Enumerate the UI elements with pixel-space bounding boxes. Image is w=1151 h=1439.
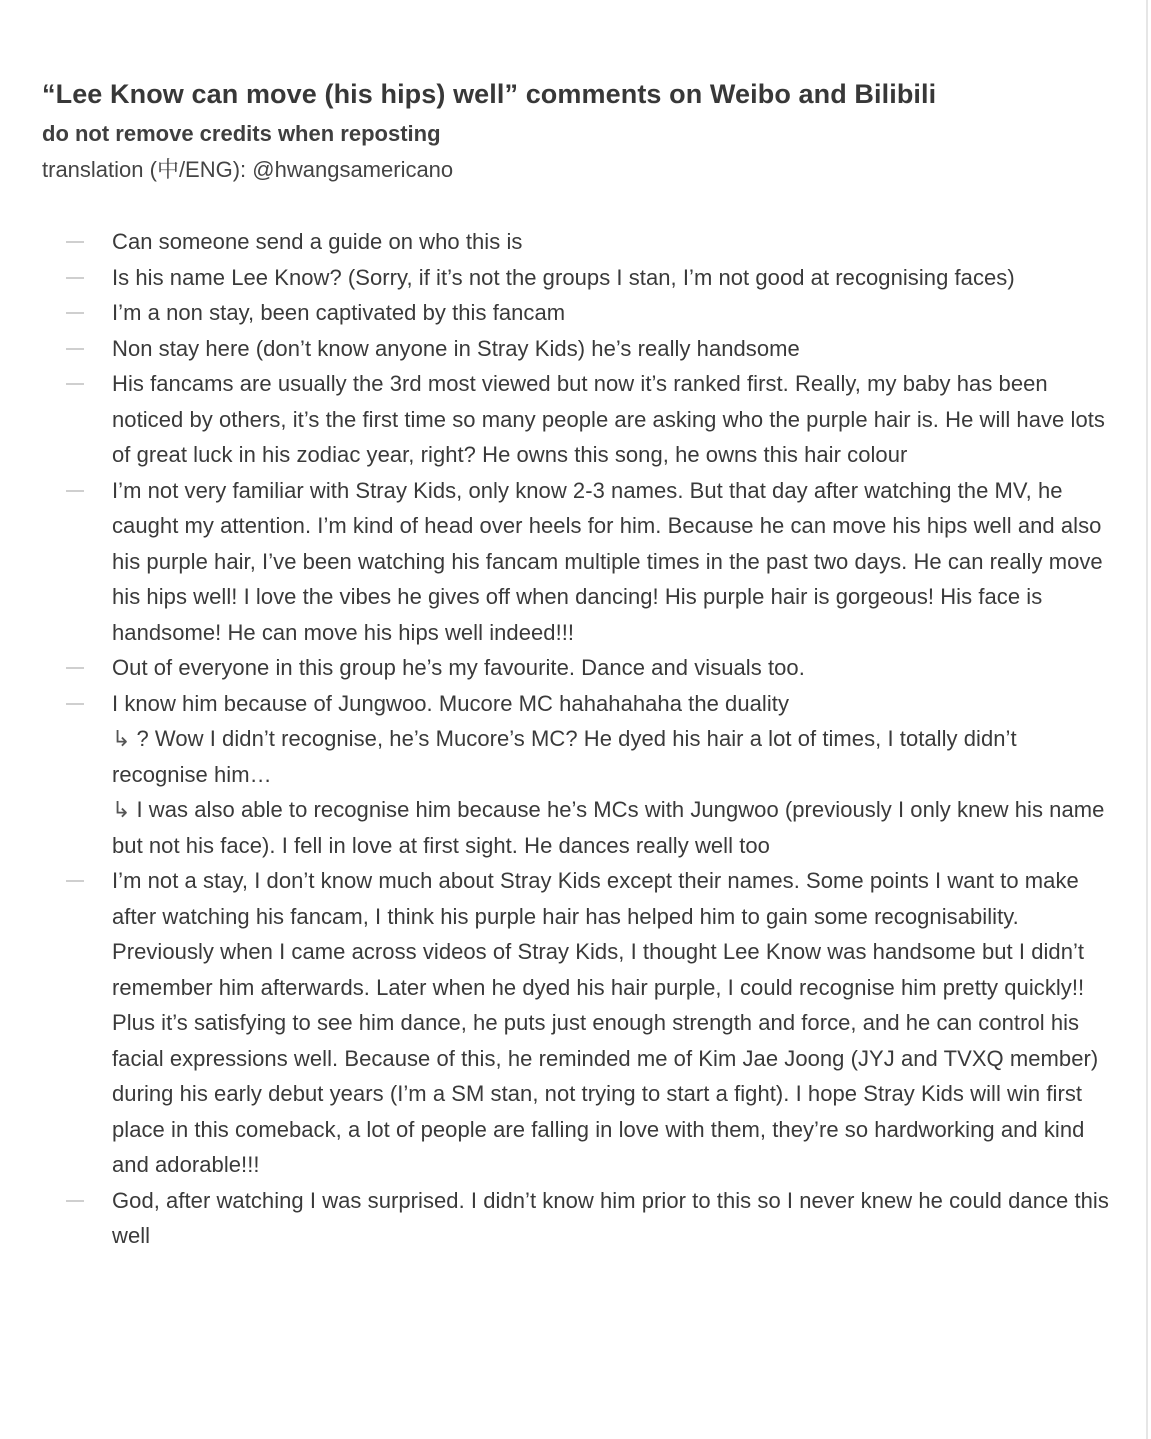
comment-item — [66, 473, 1116, 651]
comment-item — [66, 863, 1116, 1183]
comment-text: Is his name Lee Know? (Sorry, if it’s not the groups I stan, I’m not good at recognising faces) — [112, 264, 1015, 290]
reply-comment — [112, 721, 1116, 792]
comment-item — [66, 1183, 1116, 1254]
comment-item — [66, 260, 1116, 296]
dash-bullet — [66, 490, 84, 492]
comment-text: Non stay here (don’t know anyone in Stray Kids) he’s really handsome — [112, 335, 800, 361]
dash-bullet — [66, 241, 84, 243]
dash-bullet — [66, 383, 84, 385]
comment-text: I’m not a stay, I don’t know much about Stray Kids except their names. Some points I want to make after watching his fancam, I think his purple hair has helped him to gain some recognisability. Previously when I came across videos of Stray Kids, I thought Lee Know was handsome but I didn’t remember him afterwards. Later when he dyed his hair purple, I could recognise him pretty quickly!! Plus it’s satisfying to see him dance, he puts just enough strength and force, and he can control his facial expressions well. Because of this, he reminded me of Kim Jae Joong (JYJ and TVXQ member) during his early debut years (I’m a SM stan, not trying to start a fight). I hope Stray Kids will win first place in this comeback, a lot of people are falling in love with them, they’re so hardworking and kind and adorable!!! — [112, 868, 1099, 1177]
comment-text: I’m not very familiar with Stray Kids, only know 2-3 names. But that day after watching the MV, he caught my attention. I’m kind of head over heels for him. Because he can move his hips well and also his purple hair, I’ve been watching his fancam multiple times in the past two days. He can really move his hips well! I love the vibes he gives off when dancing! His purple hair is gorgeous! His face is handsome! He can move his hips well indeed!!! — [112, 477, 1103, 645]
reply-comment — [112, 792, 1116, 863]
comment-item — [66, 650, 1116, 686]
translation-credit: translation (中/ENG): @hwangsamericano — [42, 157, 454, 182]
comment-text: God, after watching I was surprised. I didn’t know him prior to this so I never knew he could dance this well — [112, 1187, 1109, 1248]
dash-bullet — [66, 667, 84, 669]
dash-bullet — [66, 1200, 84, 1202]
dash-bullet — [66, 348, 84, 350]
comment-text: I’m a non stay, been captivated by this fancam — [112, 300, 566, 325]
reply-arrow-icon: ↳ — [112, 797, 131, 822]
comment-list — [66, 224, 1116, 1254]
comment-item — [66, 366, 1116, 473]
comment-item-with-replies — [66, 686, 1116, 864]
dash-bullet — [66, 880, 84, 882]
document-title: “Lee Know can move (his hips) well” comments on Weibo and Bilibili — [42, 79, 937, 109]
reply-text: ? Wow I didn’t recognise, he’s Mucore’s MC? He dyed his hair a lot of times, I totally didn’t recognise him… — [112, 726, 1017, 787]
reply-arrow-icon: ↳ — [112, 726, 131, 751]
comment-text: Out of everyone in this group he’s my favourite. Dance and visuals too. — [112, 655, 805, 680]
comment-item — [66, 224, 1116, 260]
dash-bullet — [66, 312, 84, 314]
comment-text: Can someone send a guide on who this is — [112, 229, 523, 254]
dash-bullet — [66, 277, 84, 279]
document-header — [42, 76, 1102, 188]
comment-text: His fancams are usually the 3rd most viewed but now it’s ranked first. Really, my baby has been noticed by others, it’s the first time so many people are asking who the purple hair is. He will have lots of great luck in his zodiac year, right? He owns this song, he owns this hair colour — [112, 371, 1105, 467]
dash-bullet — [66, 703, 84, 705]
document-subtitle: do not remove credits when reposting — [42, 121, 441, 146]
reply-text: I was also able to recognise him because he’s MCs with Jungwoo (previously I only knew his name but not his face). I fell in love at first sight. He dances really well too — [112, 797, 1105, 858]
comment-item — [66, 295, 1116, 331]
comment-text: I know him because of Jungwoo. Mucore MC hahahahaha the duality — [112, 690, 789, 716]
comment-item — [66, 331, 1116, 367]
